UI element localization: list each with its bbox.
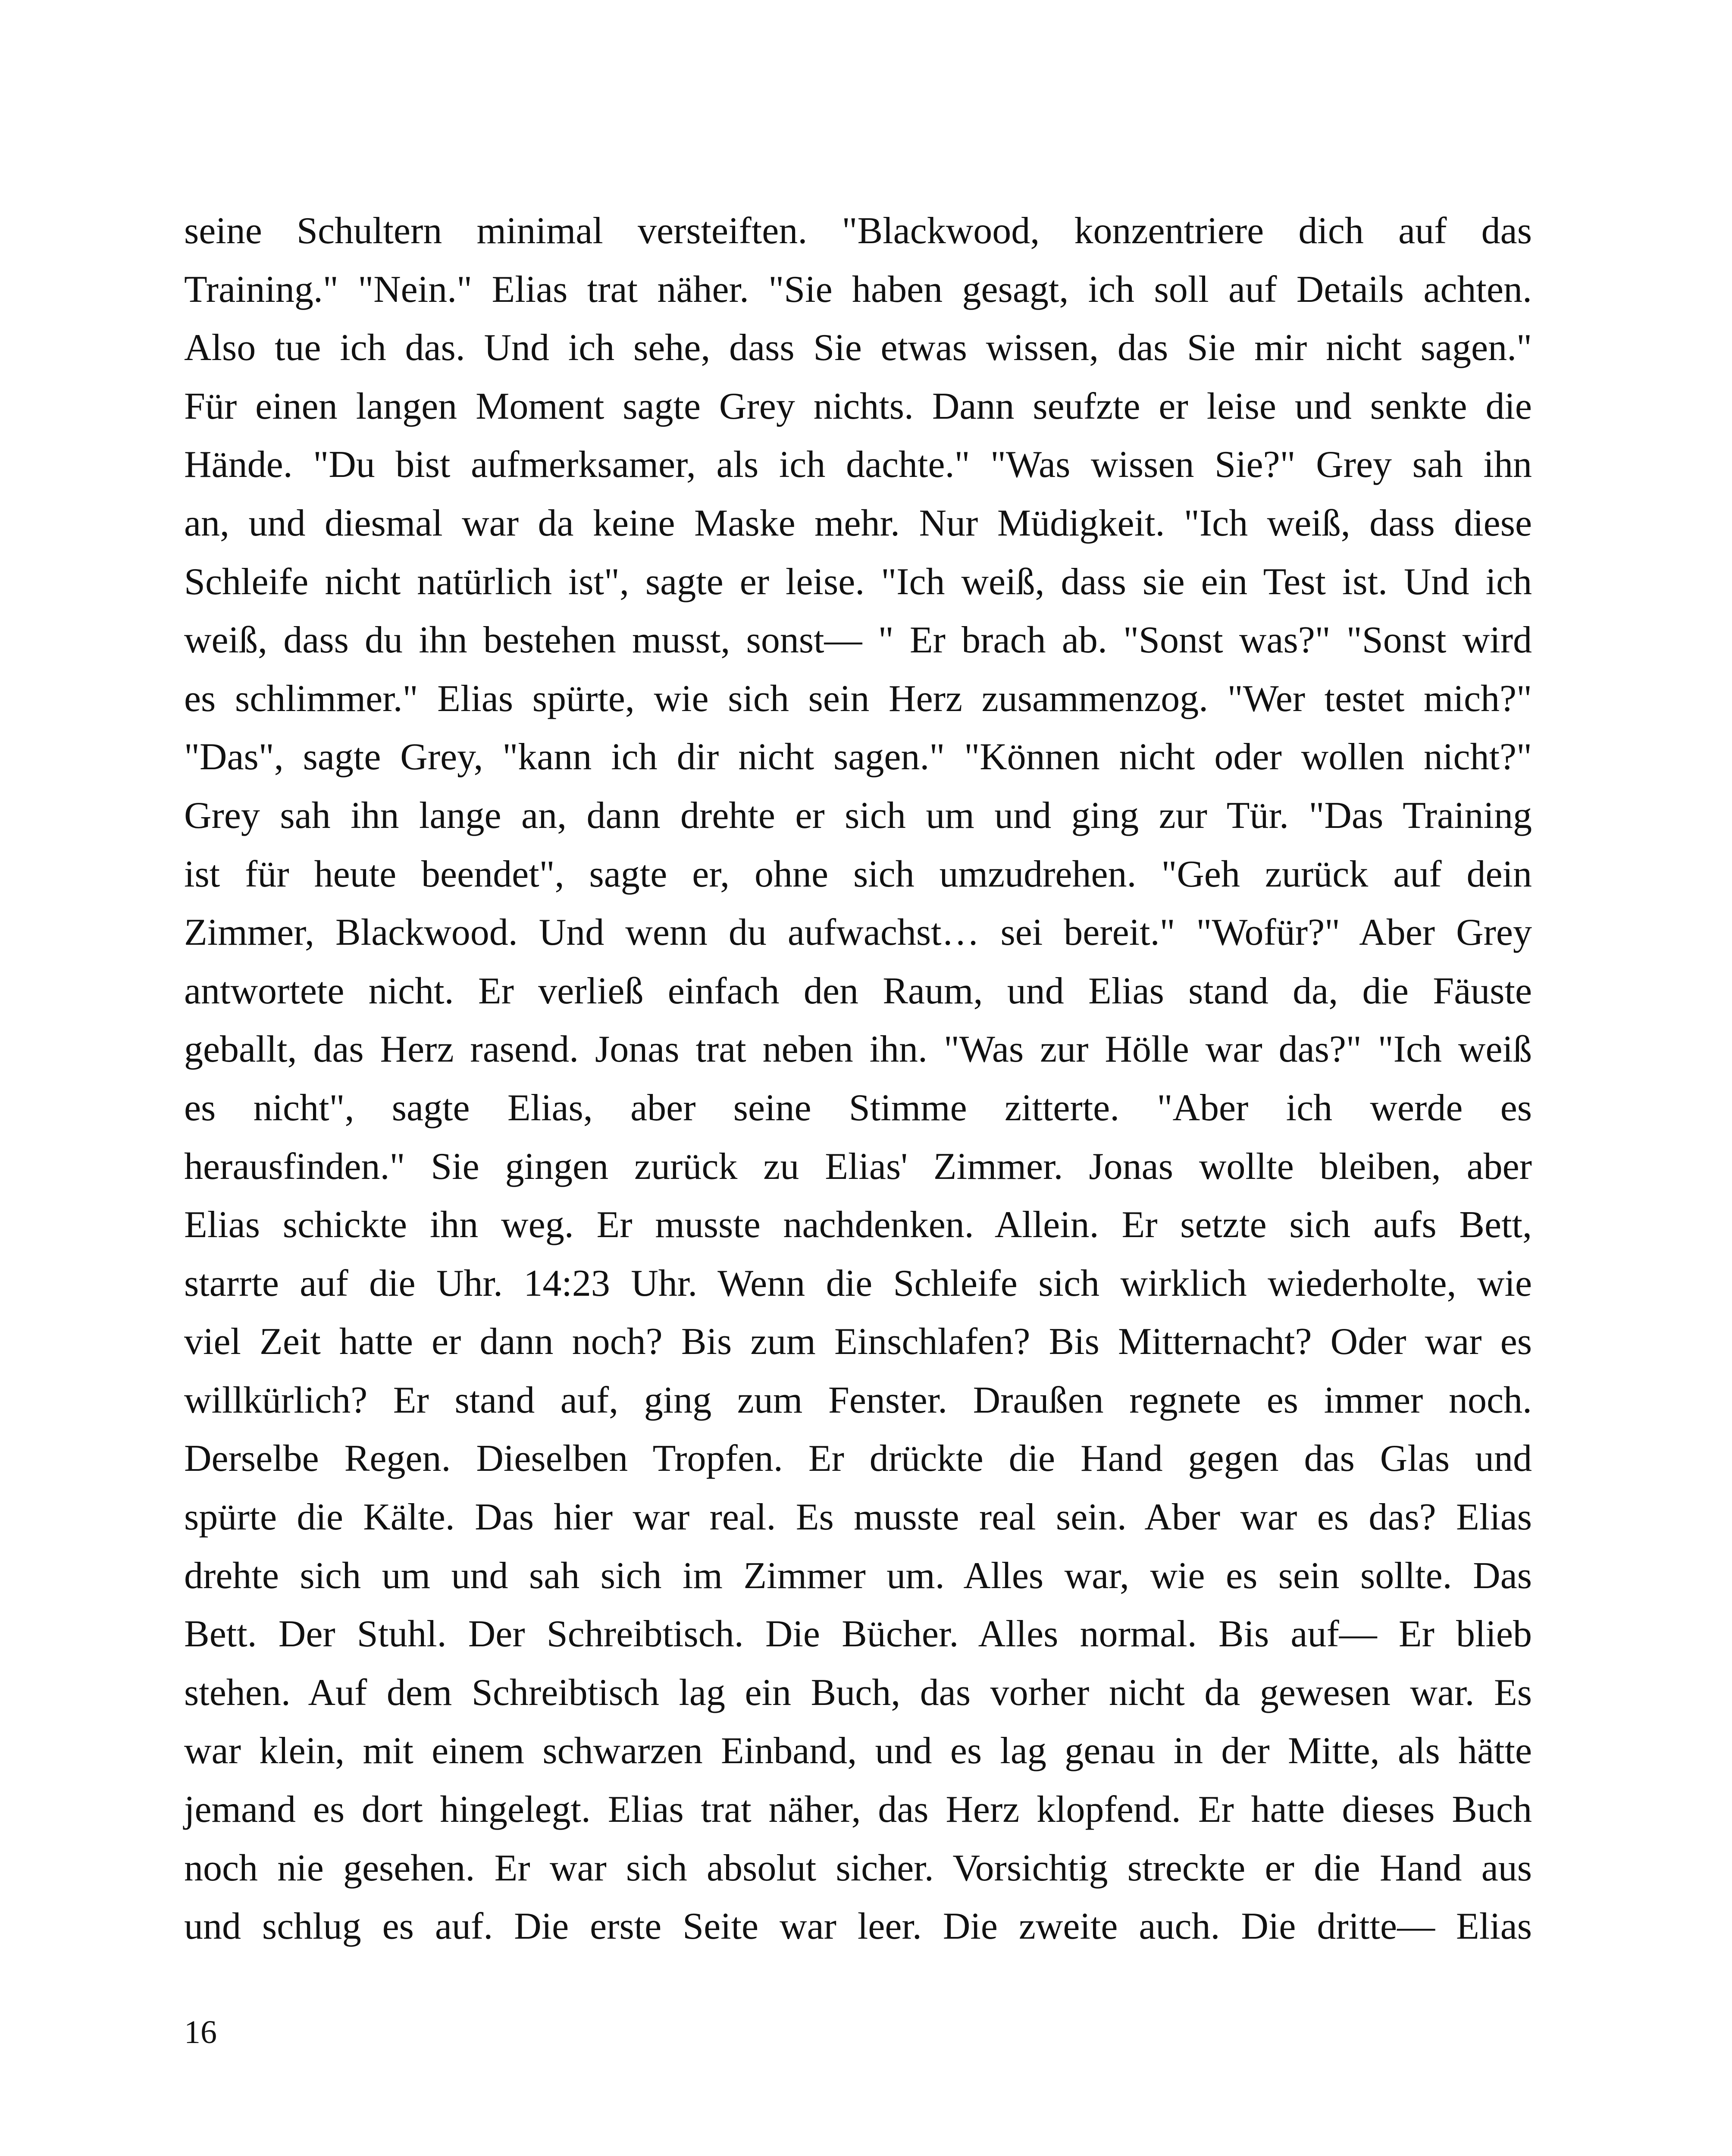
text-line: seine Schultern minimal versteiften. "Blackwood, konzentriere dich auf das	[184, 210, 1532, 252]
text-line: herausfinden." Sie gingen zurück zu Elias' Zimmer. Jonas wollte bleiben, aber	[184, 1145, 1532, 1188]
text-line: starrte auf die Uhr. 14:23 Uhr. Wenn die Schleife sich wirklich wiederholte, wie	[184, 1262, 1532, 1304]
text-line: viel Zeit hatte er dann noch? Bis zum Einschlafen? Bis Mitternacht? Oder war es	[184, 1321, 1532, 1363]
text-line: ist für heute beendet", sagte er, ohne sich umzudrehen. "Geh zurück auf dein	[184, 853, 1532, 895]
text-line: Training." "Nein." Elias trat näher. "Sie haben gesagt, ich soll auf Details achten.	[184, 268, 1532, 310]
text-line: an, und diesmal war da keine Maske mehr. Nur Müdigkeit. "Ich weiß, dass diese	[184, 502, 1532, 544]
text-line: Bett. Der Stuhl. Der Schreibtisch. Die Bücher. Alles normal. Bis auf— Er blieb	[184, 1613, 1532, 1655]
text-line: "Das", sagte Grey, "kann ich dir nicht sagen." "Können nicht oder wollen nicht?"	[184, 736, 1532, 778]
text-line: es nicht", sagte Elias, aber seine Stimme zitterte. "Aber ich werde es	[184, 1087, 1532, 1129]
page-number: 16	[184, 2014, 217, 2050]
text-line: jemand es dort hingelegt. Elias trat näher, das Herz klopfend. Er hatte dieses Buch	[184, 1789, 1532, 1831]
text-line: willkürlich? Er stand auf, ging zum Fenster. Draußen regnete es immer noch.	[184, 1379, 1532, 1421]
text-line: Derselbe Regen. Dieselben Tropfen. Er drückte die Hand gegen das Glas und	[184, 1438, 1532, 1480]
text-line: und schlug es auf. Die erste Seite war leer. Die zweite auch. Die dritte— Elias	[184, 1905, 1532, 1948]
text-line: Grey sah ihn lange an, dann drehte er sich um und ging zur Tür. "Das Training	[184, 794, 1532, 837]
text-line: Schleife nicht natürlich ist", sagte er leise. "Ich weiß, dass sie ein Test ist. Und ich	[184, 561, 1532, 603]
text-line: geballt, das Herz rasend. Jonas trat neben ihn. "Was zur Hölle war das?" "Ich weiß	[184, 1028, 1532, 1071]
text-line: drehte sich um und sah sich im Zimmer um. Alles war, wie es sein sollte. Das	[184, 1554, 1532, 1597]
text-line: Zimmer, Blackwood. Und wenn du aufwachst… sei bereit." "Wofür?" Aber Grey	[184, 912, 1532, 954]
text-line: Für einen langen Moment sagte Grey nichts. Dann seufzte er leise und senkte die	[184, 385, 1532, 427]
text-line: Also tue ich das. Und ich sehe, dass Sie etwas wissen, das Sie mir nicht sagen."	[184, 327, 1532, 369]
text-line: es schlimmer." Elias spürte, wie sich sein Herz zusammenzog. "Wer testet mich?"	[184, 677, 1532, 720]
text-line: weiß, dass du ihn bestehen musst, sonst— " Er brach ab. "Sonst was?" "Sonst wird	[184, 619, 1532, 661]
text-line: antwortete nicht. Er verließ einfach den Raum, und Elias stand da, die Fäuste	[184, 970, 1532, 1012]
text-line: spürte die Kälte. Das hier war real. Es musste real sein. Aber war es das? Elias	[184, 1496, 1532, 1539]
text-line: Elias schickte ihn weg. Er musste nachdenken. Allein. Er setzte sich aufs Bett,	[184, 1204, 1532, 1246]
text-line: war klein, mit einem schwarzen Einband, und es lag genau in der Mitte, als hätte	[184, 1730, 1532, 1772]
text-line: stehen. Auf dem Schreibtisch lag ein Buch, das vorher nicht da gewesen war. Es	[184, 1671, 1532, 1714]
text-line: Hände. "Du bist aufmerksamer, als ich dachte." "Was wissen Sie?" Grey sah ihn	[184, 444, 1532, 486]
text-line: noch nie gesehen. Er war sich absolut sicher. Vorsichtig streckte er die Hand aus	[184, 1847, 1532, 1889]
body-text	[184, 202, 1532, 1956]
